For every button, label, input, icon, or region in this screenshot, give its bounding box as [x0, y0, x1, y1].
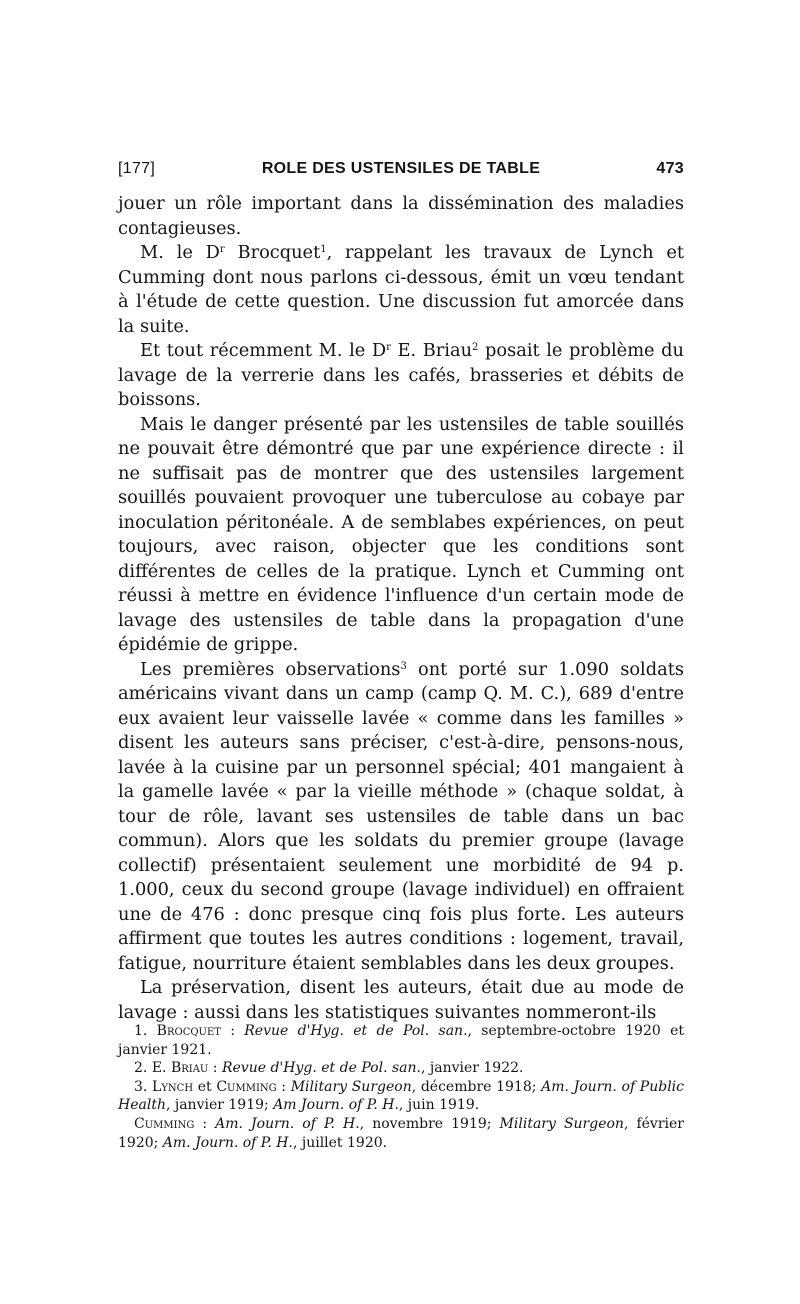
footnote-3-continued: Cumming : Am. Journ. of P. H., novembre 1919; Military Surgeon, février 1920; Am. Journ. of P. H., juillet 1920. [118, 1115, 684, 1151]
paragraph: La préservation, disent les auteurs, était due au mode de lavage : aussi dans les statistiques suivantes nommeront-ils [118, 977, 684, 1023]
paragraph: Et tout récemment M. le $D^r$ E. Briau$^2$ posait le problème du lavage de la verrerie dans les cafés, brasseries et débits de boissons. [118, 340, 684, 410]
running-header [118, 158, 684, 184]
body-text [118, 192, 684, 1025]
footnotes [118, 1022, 684, 1152]
header-title: ROLE DES USTENSILES DE TABLE [261, 160, 541, 177]
paragraph: jouer un rôle important dans la dissémination des maladies contagieuses. [118, 193, 684, 239]
page-number: 473 [656, 160, 684, 177]
paragraph: Les premières observations$^3$ ont porté sur 1.090 soldats américains vivant dans un camp (camp Q. M. C.), 689 d'entre eux avaient leur vaisselle lavée « comme dans les familles » disent les auteurs sans préciser, c'est-à-dire, pensons-nous, lavée à la cuisine par un personnel spécial; 401 mangaient à la gamelle lavée « par la vieille méthode » (chaque soldat, à tour de rôle, lavant ses ustensiles de table dans un bac commun). Alors que les soldats du premier groupe (lavage collectif) présentaient seulement une morbidité de 94 p. 1.000, ceux du second groupe (lavage individuel) en offraient une de 476 : donc presque cinq fois plus forte. Les auteurs affirment que toutes les autres conditions : logement, travail, fatigue, nourriture étaient semblables dans les deux groupes. [118, 658, 684, 974]
paragraph: M. le $D^r$ Brocquet$^1$, rappelant les travaux de Lynch et Cumming dont nous parlons ci-dessous, émit un vœu tendant à l'étude de cette question. Une discussion fut amorcée dans la suite. [118, 242, 684, 337]
footnote-ref: 1 [320, 244, 327, 255]
footnote-2: 2. E. Briau : Revue d'Hyg. et de Pol. san., janvier 1922. [134, 1060, 524, 1077]
footnote-ref: 3 [400, 660, 407, 672]
header-section-number: [177] [118, 160, 156, 177]
footnote-ref: 2 [472, 342, 479, 353]
footnote-1: 1. Brocquet : Revue d'Hyg. et de Pol. san., septembre-octobre 1920 et janvier 1921. [118, 1023, 684, 1058]
footnote-3: 3. Lynch et Cumming : Military Surgeon, décembre 1918; Am. Journ. of Public Health, janvier 1919; Am Journ. of P. H., juin 1919. [118, 1078, 684, 1114]
paragraph: Mais le danger présenté par les ustensiles de table souillés ne pouvait être démontré que par une expérience directe : il ne suffisait pas de montrer que des ustensiles largement souillés pouvaient provoquer une tuberculose au cobaye par inoculation péritonéale. A de semblabes expériences, on peut toujours, avec raison, objecter que les conditions sont différentes de celles de la pratique. Lynch et Cumming ont réussi à mettre en évidence l'influence d'un certain mode de lavage des ustensiles de table dans la propagation d'une épidémie de grippe. [118, 413, 684, 655]
